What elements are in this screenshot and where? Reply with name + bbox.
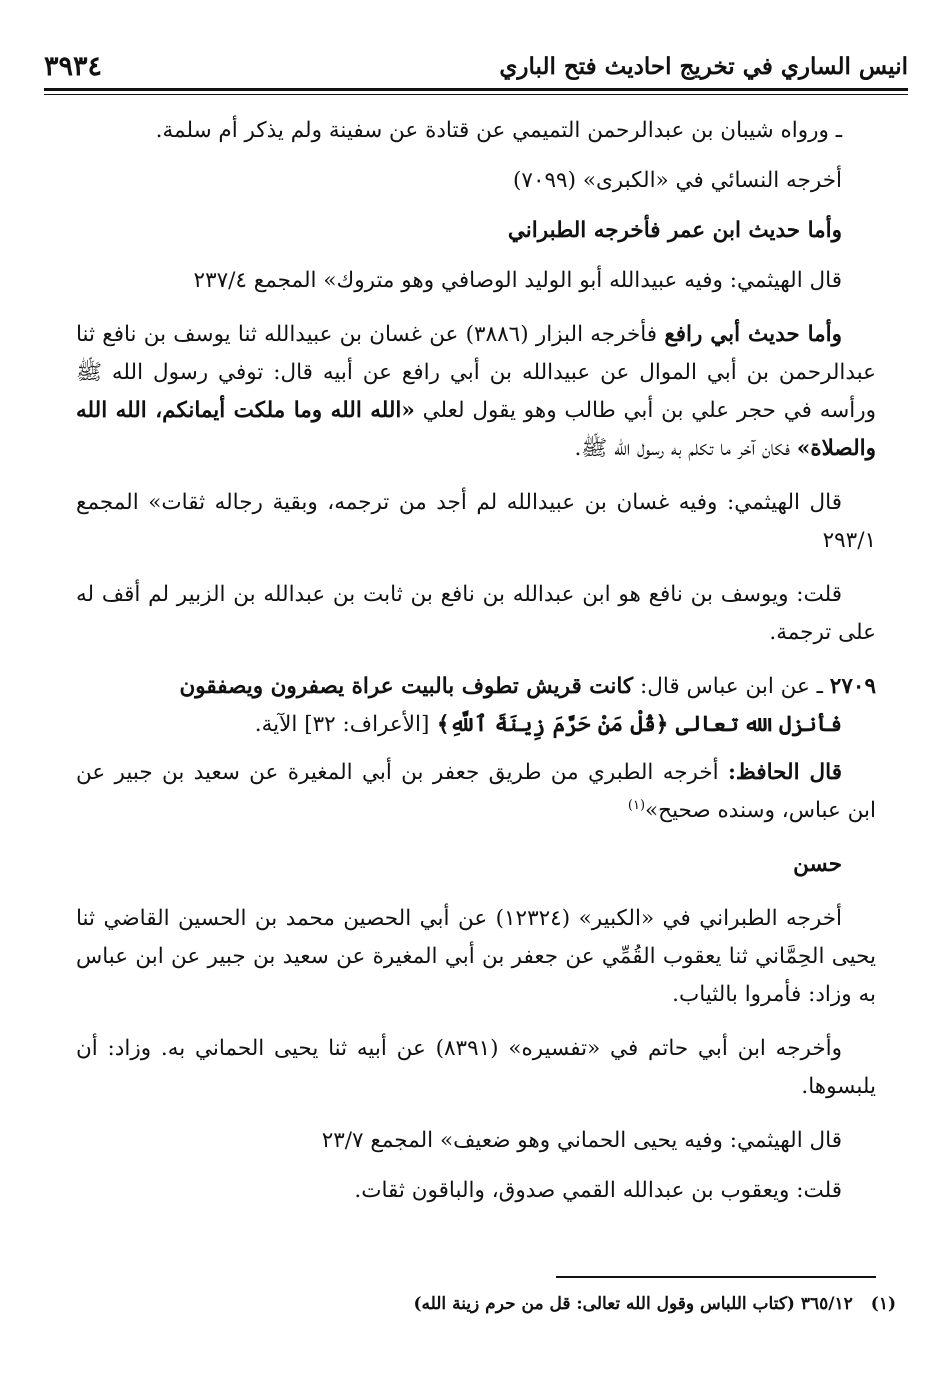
hadith-grade: حسن — [793, 852, 842, 877]
paragraph — [76, 754, 876, 830]
running-title: انيس الساري في تخريج احاديث فتح الباري — [499, 52, 908, 80]
main-text — [76, 112, 876, 1226]
paragraph: أخرجه النسائي في «الكبرى» (٧٠٩٩) — [513, 168, 842, 193]
paragraph-heading: وأما حديث ابن عمر فأخرجه الطبراني — [507, 218, 842, 243]
paragraph: وأخرجه ابن أبي حاتم في «تفسيره» (٨٣٩١) عن أبيه ثنا يحيى الحماني به. وزاد: أن يلبسوها. — [76, 1036, 876, 1099]
verse-reference: [الأعراف: ٣٢] الآية. — [254, 712, 430, 737]
header-rule-thick — [44, 88, 908, 91]
header-rule-thin — [44, 94, 908, 95]
footnote — [76, 1290, 896, 1318]
footnote-separator — [556, 1276, 876, 1278]
footnote-text: ٣٦٥/١٢ (كتاب اللباس وقول الله تعالى: قل من حرم زينة الله) — [413, 1294, 853, 1314]
hadith-text: فأنزل الله تعالى — [675, 712, 842, 737]
quran-verse: ﴿قُلْ مَنْ حَرَّمَ زِينَةَ ٱللَّهِ﴾ — [429, 712, 676, 737]
paragraph: قال الهيثمي: وفيه غسان بن عبيدالله لم أجد من ترجمه، وبقية رجاله ثقات» المجمع ٢٩٣/١ — [76, 490, 876, 553]
paragraph-text: أخرجه الطبري من طريق جعفر بن أبي المغيرة عن سعيد بن جبير عن ابن عباس، وسنده صحيح» — [76, 760, 876, 823]
footnote-reference: (١) — [627, 797, 646, 813]
hadith-heading — [76, 668, 876, 744]
page-header — [44, 46, 908, 86]
quoted-speech: «الله الله وما ملكت أيمانكم، الله الله والصلاة» — [76, 398, 876, 461]
hafiz-label: قال الحافظ: — [727, 760, 842, 785]
paragraph-text: فأخرجه البزار (٣٨٨٦) عن غسان بن عبيدالله ثنا يوسف بن نافع ثنا عبدالرحمن بن أبي الموال عن عبيدالله بن أبي رافع عن أبيه قال: توفي رسول الله ﷺ ورأسه في حجر علي بن أبي طالب وهو يقول لعلي — [76, 322, 876, 423]
hadith-text: كانت قريش تطوف بالبيت عراة يصفرون ويصفقون — [179, 674, 634, 699]
hadith-second-line — [76, 706, 876, 744]
page-number: ٣٩٣٤ — [44, 50, 103, 82]
bold-lead: وأما حديث أبي رافع — [664, 322, 842, 347]
paragraph: قال الهيثمي: وفيه عبيدالله أبو الوليد الوصافي وهو متروك» المجمع ٢٣٧/٤ — [193, 268, 842, 293]
paragraph: قال الهيثمي: وفيه يحيى الحماني وهو ضعيف» المجمع ٢٣/٧ — [321, 1128, 842, 1153]
hadith-number: ٢٧٠٩ — [829, 674, 876, 699]
paragraph-text: فكان آخر ما تكلم به رسول الله ﷺ. — [574, 436, 797, 461]
paragraph — [76, 316, 876, 468]
paragraph: قلت: ويعقوب بن عبدالله القمي صدوق، والباقون ثقات. — [354, 1178, 842, 1203]
paragraph: ـ ورواه شيبان بن عبدالرحمن التميمي عن قتادة عن سفينة ولم يذكر أم سلمة. — [155, 118, 842, 143]
footnote-mark: (١) — [870, 1294, 896, 1314]
paragraph: قلت: ويوسف بن نافع هو ابن عبدالله بن نافع بن ثابت بن عبدالله بن الزبير لم أقف له على ترجمة. — [76, 582, 876, 645]
hadith-intro: ـ عن ابن عباس قال: — [633, 674, 830, 699]
paragraph: أخرجه الطبراني في «الكبير» (١٢٣٢٤) عن أبي الحصين محمد بن الحسين القاضي ثنا يحيى الحِمَّاني ثنا يعقوب القُمِّي عن جعفر بن أبي المغيرة عن سعيد بن جبير عن ابن عباس به وزاد: فأمروا بالثياب. — [76, 906, 876, 1007]
